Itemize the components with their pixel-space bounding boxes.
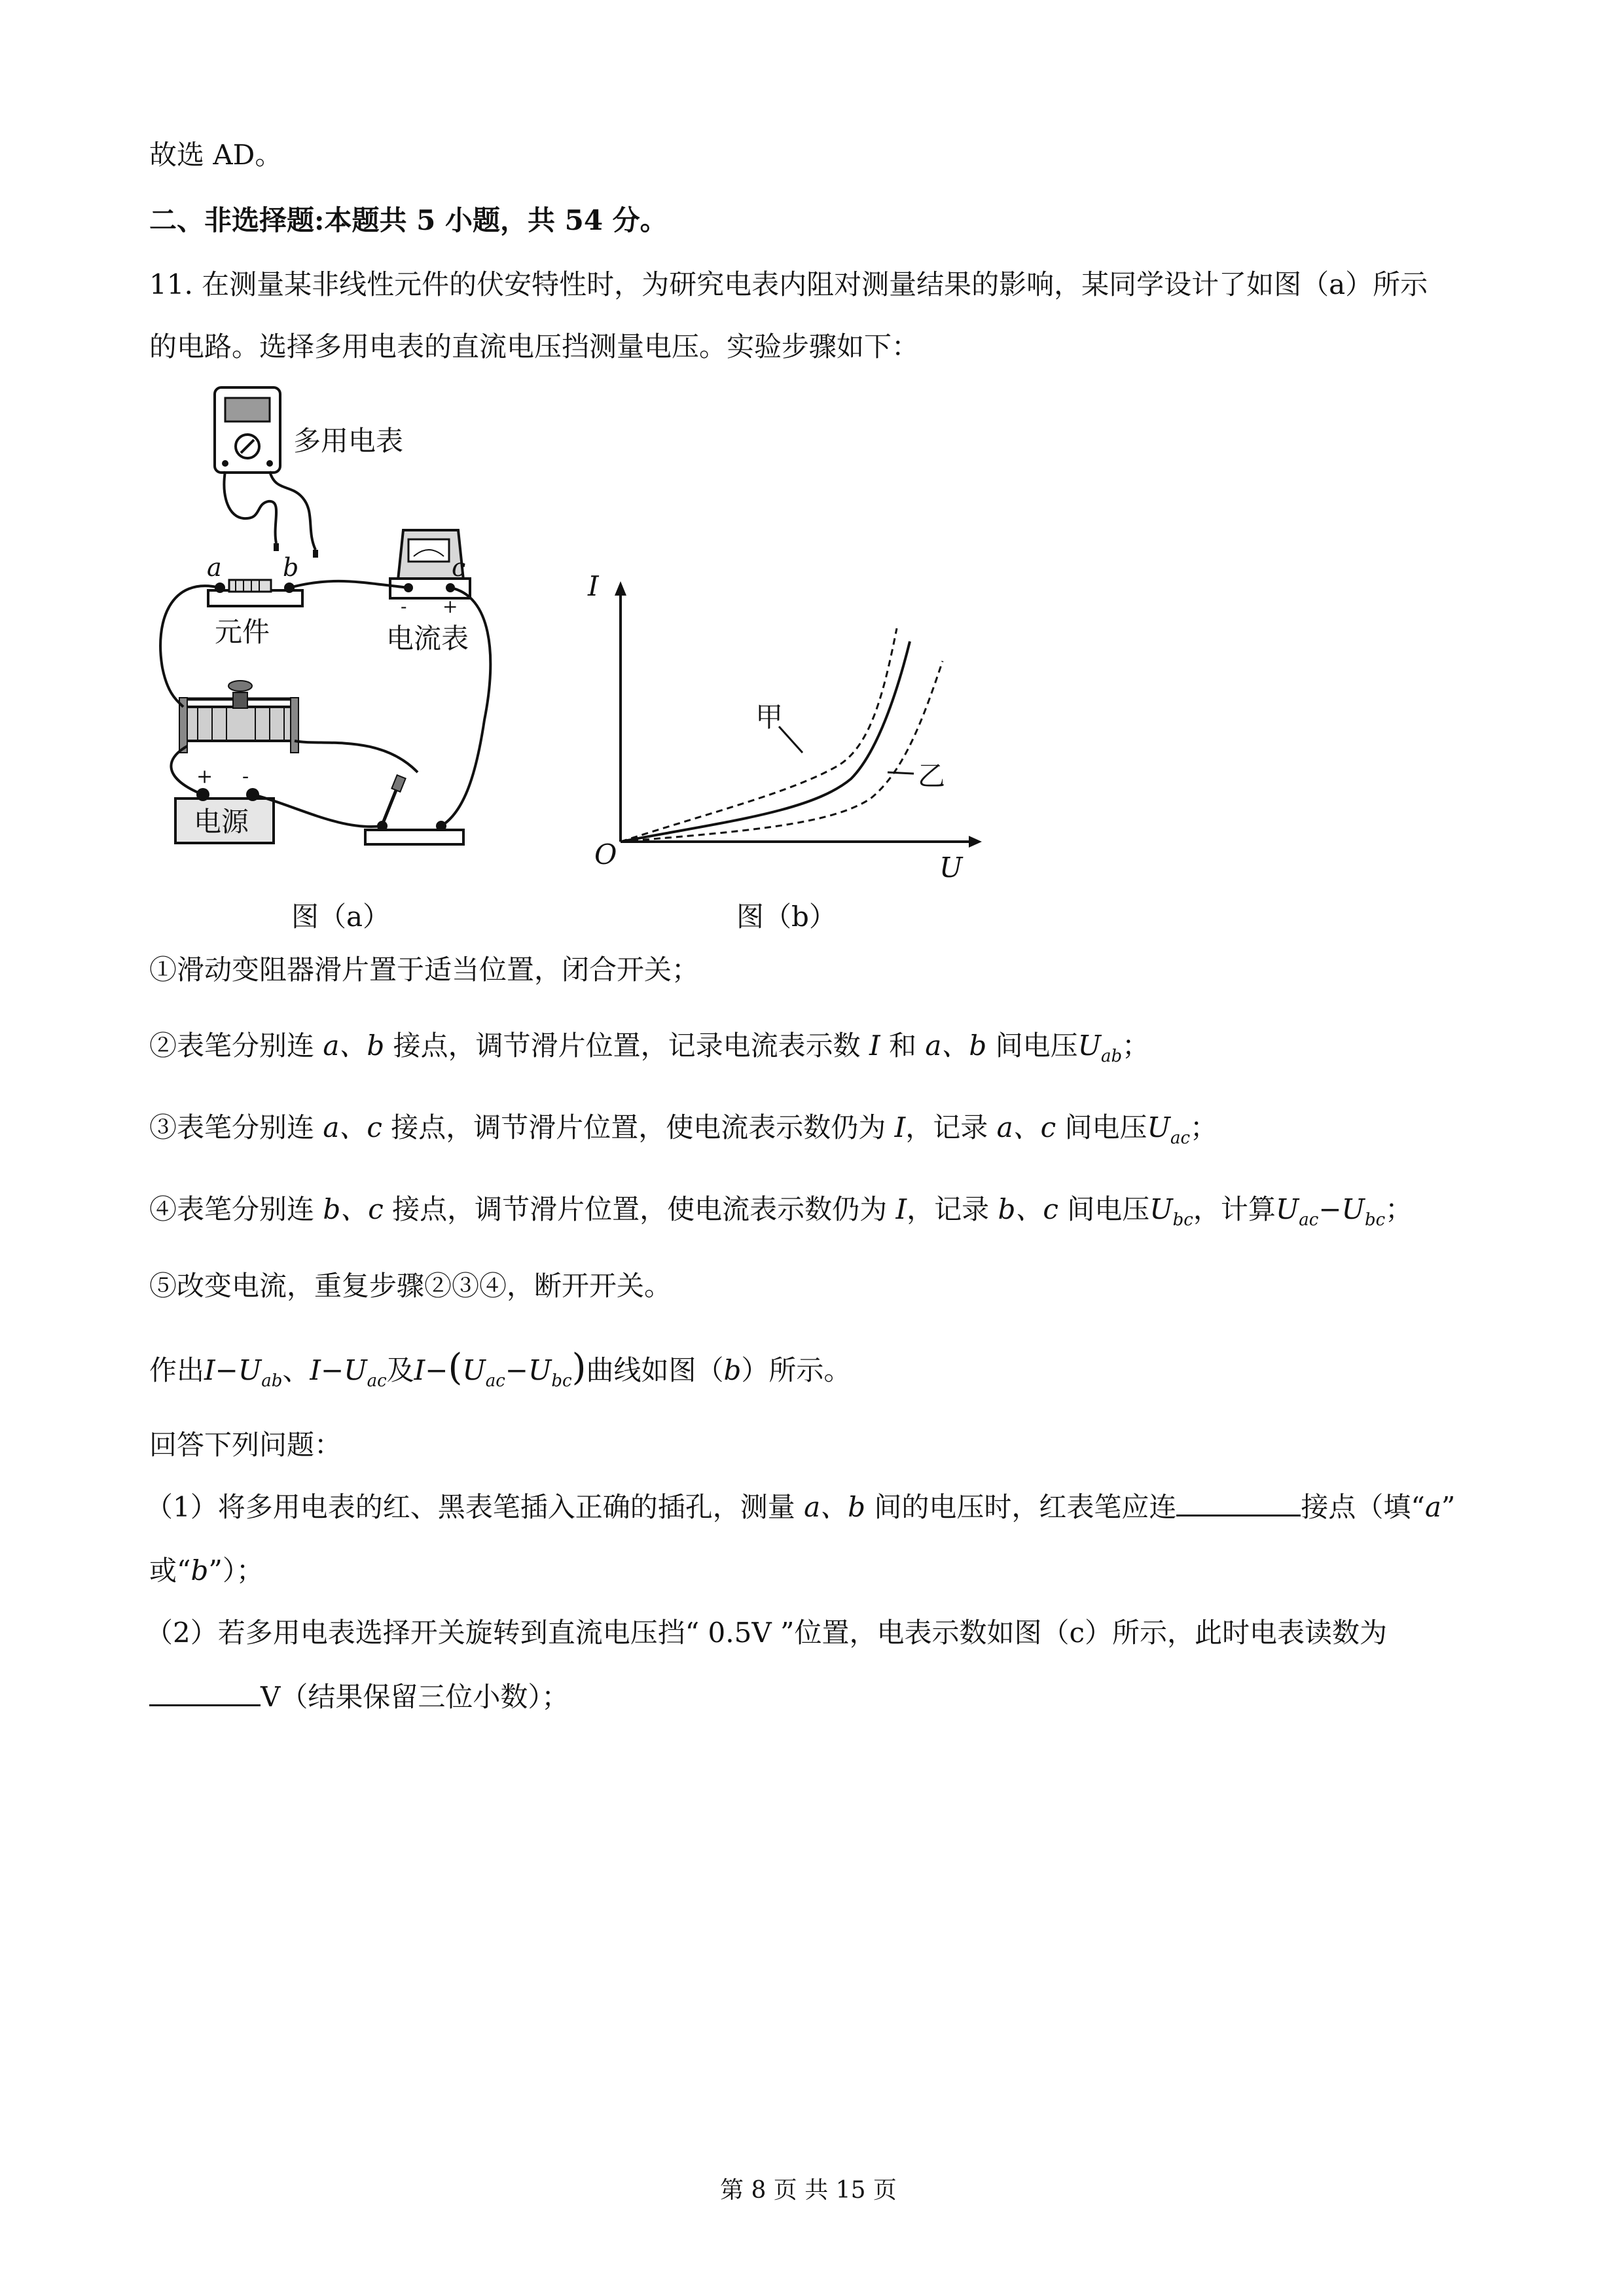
- step-3: ③表笔分别连 a、c 接点，调节滑片位置，使电流表示数仍为 I，记录 a、c 间电压$U_{ac}$；: [149, 1111, 1218, 1148]
- curve-middle: [621, 641, 910, 842]
- curve-yi-label: 乙: [918, 760, 946, 792]
- answer-blank-2[interactable]: [149, 1676, 261, 1706]
- point-b-label: b: [283, 553, 299, 582]
- curve-jia: [621, 628, 897, 842]
- ammeter-label: 电流表: [386, 622, 469, 655]
- figure-b-graph: [576, 563, 995, 890]
- step-2: ②表笔分别连 a、b 接点，调节滑片位置，记录电流表示数 I 和 a、b 间电压$U_{ab}$；: [149, 1030, 1150, 1066]
- element-label: 元件: [215, 616, 270, 648]
- answer-prompt: 回答下列问题：: [149, 1429, 342, 1461]
- y-axis-label: I: [588, 570, 599, 602]
- question-11-line-1: 11. 在测量某非线性元件的伏安特性时，为研究电表内阻对测量结果的影响，某同学设计了如图（a）所示: [149, 268, 1428, 300]
- curve-jia-label: 甲: [755, 701, 784, 733]
- rheostat-icon: [179, 681, 298, 753]
- power-label: 电源: [194, 806, 249, 838]
- section-heading: 二、非选择题:本题共 5 小题，共 54 分。: [149, 204, 668, 236]
- power-plus-label: +: [196, 765, 213, 788]
- point-a-label: a: [207, 553, 222, 582]
- sub-question-1-line-2: 或“b”）；: [149, 1554, 264, 1587]
- curves-sentence: 作出$I-U_{ab}$、$I-U_{ac}$及$I-(U_{ac}-U_{bc})$曲线如图（b）所示。: [149, 1346, 852, 1391]
- previous-answer: 故选 AD。: [149, 139, 283, 171]
- multimeter-icon: [215, 387, 280, 473]
- ammeter-minus-label: -: [401, 596, 407, 617]
- step-5: ⑤改变电流，重复步骤②③④，断开开关。: [149, 1270, 672, 1302]
- multimeter-label: 多用电表: [293, 425, 404, 457]
- sub-question-2-line-1: （2）若多用电表选择开关旋转到直流电压挡“ 0.5V ”位置，电表示数如图（c）所示，此时电表读数为: [145, 1617, 1388, 1649]
- switch-icon: [365, 775, 463, 844]
- figure-a-caption: 图（a）: [291, 901, 391, 933]
- step-1: ①滑动变阻器滑片置于适当位置，闭合开关；: [149, 954, 700, 986]
- figure-b-caption: 图（b）: [736, 901, 837, 933]
- element-resistor-icon: [208, 580, 302, 606]
- ammeter-plus-label: +: [442, 596, 458, 617]
- origin-label: O: [594, 838, 617, 870]
- point-c-label: c: [452, 553, 466, 582]
- sub-question-1-line-1: （1）将多用电表的红、黑表笔插入正确的插孔，测量 a、b 间的电压时，红表笔应连 接点（填“a”: [145, 1486, 1455, 1527]
- sub-question-2-line-2: V（结果保留三位小数）；: [149, 1676, 569, 1717]
- power-minus-label: -: [242, 765, 249, 788]
- answer-blank-1[interactable]: [1176, 1486, 1301, 1516]
- curve-yi: [621, 661, 946, 842]
- page-footer: 第 8 页 共 15 页: [720, 2177, 897, 2204]
- step-4: ④表笔分别连 b、c 接点，调节滑片位置，使电流表示数仍为 I，记录 b、c 间电压$U_{bc}$，计算$U_{ac}-U_{bc}$；: [149, 1193, 1413, 1230]
- x-axis-label: U: [939, 852, 963, 884]
- question-11-line-2: 的电路。选择多用电表的直流电压挡测量电压。实验步骤如下：: [149, 331, 920, 363]
- figure-a-circuit: [144, 380, 550, 884]
